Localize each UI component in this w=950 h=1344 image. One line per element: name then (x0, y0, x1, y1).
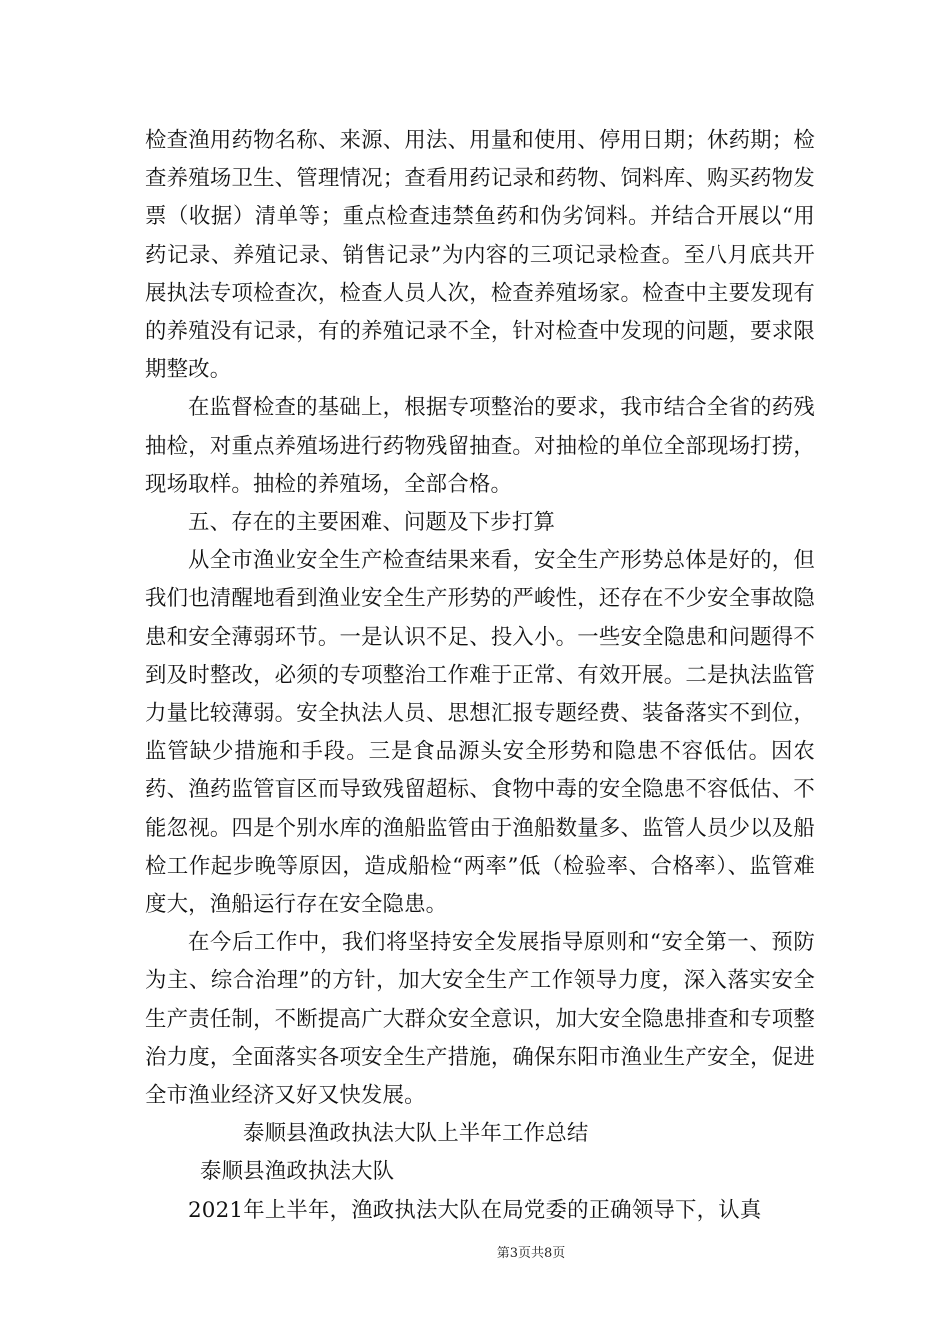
page-number-footer: 第3页共8页 (496, 1246, 566, 1261)
document-title: 泰顺县渔政执法大队上半年工作总结 (243, 1121, 589, 1147)
paragraph-summary-intro: 2021年上半年，渔政执法大队在局党委的正确领导下，认真 (188, 1197, 762, 1223)
paragraph-drug-residue-sampling: 在监督检查的基础上，根据专项整治的要求，我市结合全省的药残抽检，对重点养殖场进行药物残留抽查。对抽检的单位全部现场打捞，现场取样。抽检的养殖场，全部合格。 (145, 395, 815, 497)
paragraph-safety-problems: 从全市渔业安全生产检查结果来看，安全生产形势总体是好的，但我们也清醒地看到渔业安全生产形势的严峻性，还存在不少安全事故隐患和安全薄弱环节。一是认识不足、投入小。一些安全隐患和问题得不到及时整改，必须的专项整治工作难于正常、有效开展。二是执法监管力量比较薄弱。安全执法人员、思想汇报专题经费、装备落实不到位，监管缺少措施和手段。三是食品源头安全形势和隐患不容低估。因农药、渔药监管盲区而导致残留超标、食物中毒的安全隐患不容低估、不能忽视。四是个别水库的渔船监管由于渔船数量多、监管人员少以及船检工作起步晚等原因，造成船检“两率”低（检验率、合格率）、监管难度大，渔船运行存在安全隐患。 (145, 548, 815, 918)
section-heading-difficulties: 五、存在的主要困难、问题及下步打算 (188, 510, 556, 536)
document-body (145, 122, 815, 1230)
paragraph-inspection-details: 检查渔用药物名称、来源、用法、用量和使用、停用日期；休药期；检查养殖场卫生、管理情况；查看用药记录和药物、饲料库、购买药物发票（收据）清单等；重点检查违禁鱼药和伪劣饲料。并结合开展以“用药记录、养殖记录、销售记录”为内容的三项记录检查。至八月底共开展执法专项检查次，检查人员人次，检查养殖场家。检查中主要发现有的养殖没有记录，有的养殖记录不全，针对检查中发现的问题，要求限期整改。 (145, 128, 815, 383)
paragraph-future-work: 在今后工作中，我们将坚持安全发展指导原则和“安全第一、预防为主、综合治理”的方针，加大安全生产工作领导力度，深入落实安全生产责任制，不断提高广大群众安全意识，加大安全隐患排查和专项整治力度，全面落实各项安全生产措施，确保东阳市渔业生产安全，促进全市渔业经济又好又快发展。 (145, 930, 815, 1109)
document-organization: 泰顺县渔政执法大队 (200, 1159, 395, 1185)
